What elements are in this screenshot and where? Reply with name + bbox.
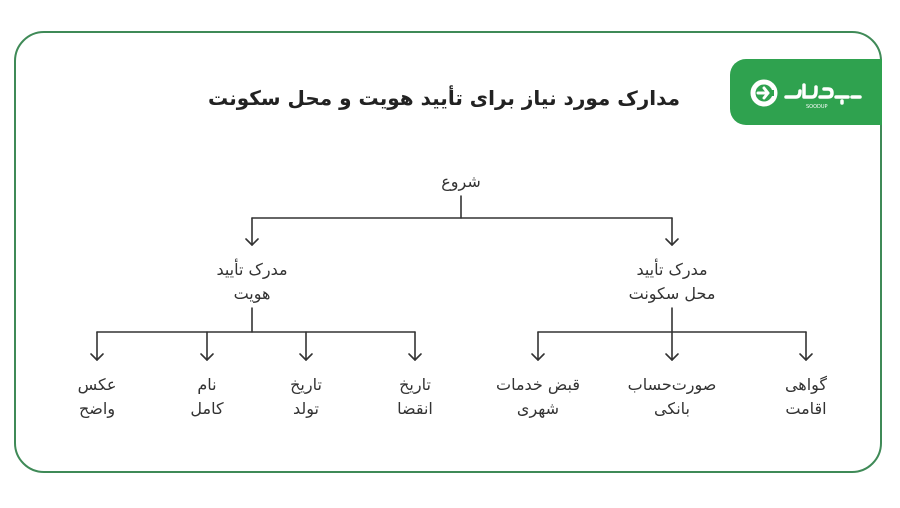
- leaf-residency-certificate-line1: گواهی: [784, 375, 828, 394]
- leaf-expiry-line1: تاریخ: [399, 375, 431, 394]
- leaf-birthdate: [256, 373, 356, 421]
- leaf-birthdate-line1: تاریخ: [290, 375, 322, 394]
- leaf-photo-line1: عکس: [77, 375, 117, 394]
- leaf-expiry: [365, 373, 465, 421]
- leaf-bank-statement-line1: صورت‌حساب: [627, 375, 717, 394]
- leaf-utility-bill-line2: شهری: [516, 399, 560, 418]
- leaf-utility-bill-line1: قبض خدمات: [496, 375, 580, 394]
- node-root: شروع: [441, 172, 481, 191]
- node-identity: [172, 258, 332, 306]
- leaf-bank-statement-line2: بانکی: [654, 399, 690, 418]
- leaf-expiry-line2: انقضا: [397, 399, 433, 418]
- node-residence-line2: محل سکونت: [628, 284, 716, 303]
- leaf-residency-certificate: [756, 373, 856, 421]
- node-residence: [592, 258, 752, 306]
- leaf-utility-bill: [468, 373, 608, 421]
- leaf-birthdate-line2: تولد: [293, 399, 319, 418]
- node-identity-line2: هویت: [233, 284, 271, 303]
- node-identity-line1: مدرک تأیید: [216, 260, 288, 279]
- page-title: مدارک مورد نیاز برای تأیید هویت و محل سکونت: [208, 86, 680, 110]
- leaf-fullname-line2: کامل: [190, 399, 224, 418]
- leaf-photo-line2: واضح: [78, 399, 116, 418]
- leaf-fullname-line1: نام: [197, 375, 217, 394]
- node-residence-line1: مدرک تأیید: [636, 260, 708, 279]
- leaf-residency-certificate-line2: اقامت: [785, 399, 827, 418]
- leaf-photo: [47, 373, 147, 421]
- leaf-fullname: [157, 373, 257, 421]
- leaf-bank-statement: [602, 373, 742, 421]
- logo-subtext: SOODUP: [806, 104, 828, 110]
